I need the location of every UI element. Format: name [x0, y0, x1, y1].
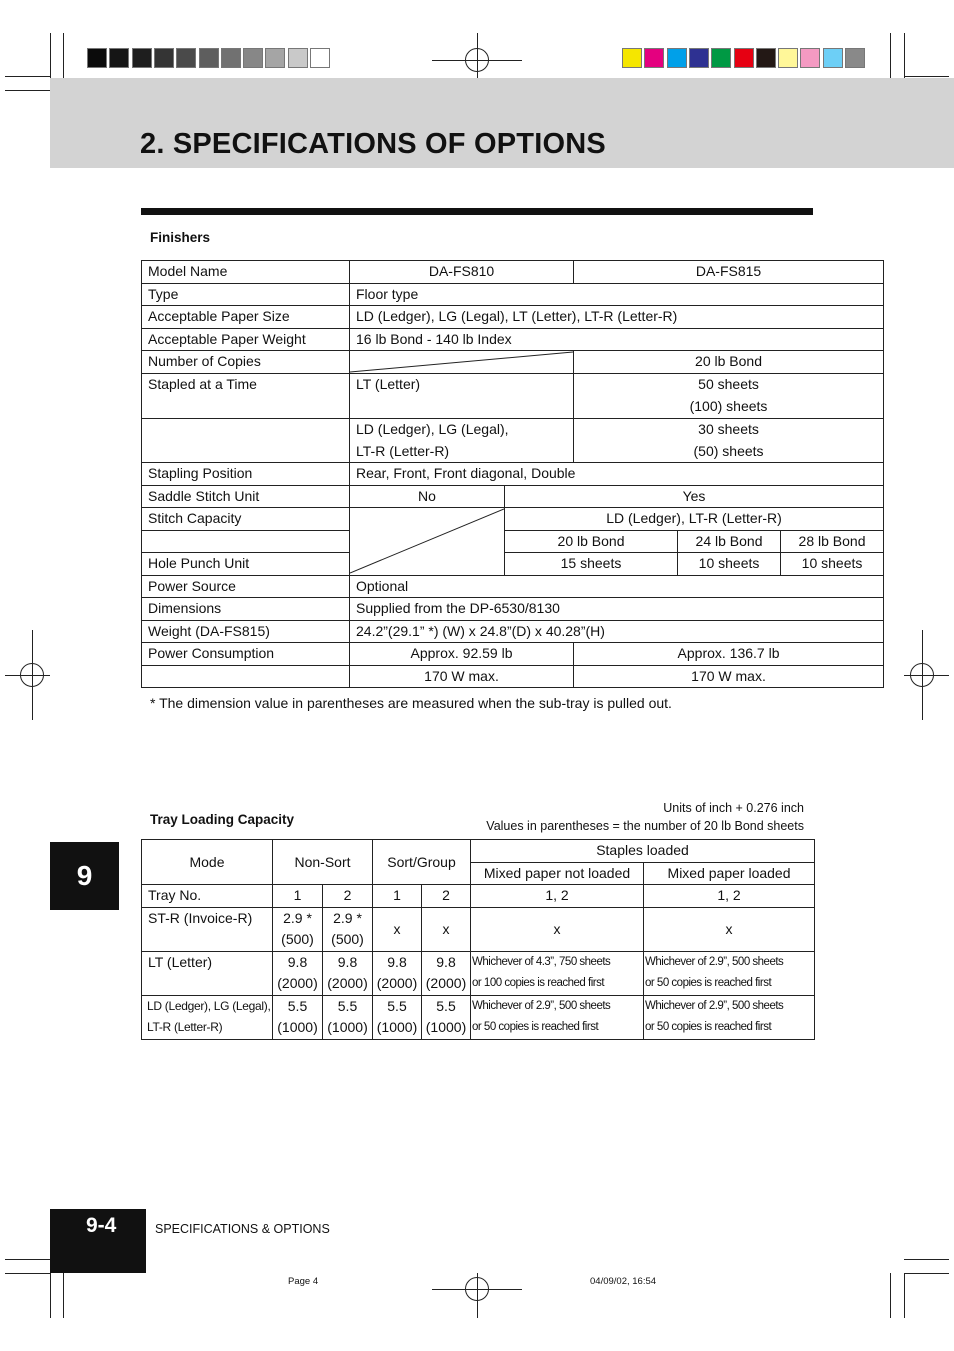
table-row: [142, 598, 884, 621]
cell-value: 10 sheets: [781, 553, 884, 576]
finishers-label: Finishers: [150, 230, 211, 245]
cell-value: Optional: [350, 575, 884, 598]
row-label: Tray No.: [142, 885, 273, 908]
row-label: [142, 665, 350, 688]
color-swatch: [734, 48, 754, 68]
cell-value: 9.8: [373, 951, 422, 973]
color-swatch: [667, 48, 687, 68]
color-swatch: [221, 48, 241, 68]
page-number: 9-4: [86, 1214, 117, 1237]
cell-value: (100) sheets: [574, 396, 884, 419]
row-label: Dimensions: [142, 598, 350, 621]
footnote: * The dimension value in parentheses are measured when the sub-tray is pulled out.: [150, 695, 672, 711]
row-label: Power Source: [142, 575, 350, 598]
color-swatch: [823, 48, 843, 68]
cell-value: (50) sheets: [574, 441, 884, 463]
cell-value: LD (Ledger), LG (Legal), LT (Letter), LT-R (Letter-R): [350, 306, 884, 329]
model-fs815: DA-FS815: [574, 261, 884, 284]
column-header: Mixed paper loaded: [644, 862, 815, 885]
row-label: Stapling Position: [142, 463, 350, 486]
row-label: ST-R (Invoice-R): [142, 907, 273, 951]
tray-capacity-label: Tray Loading Capacity: [150, 812, 295, 827]
row-label: LT-R (Letter-R): [142, 1017, 273, 1039]
cell-value: LD (Ledger), LT-R (Letter-R): [505, 508, 884, 531]
print-page: Page 4: [288, 1276, 319, 1287]
cell-value: 15 sheets: [505, 553, 678, 576]
cell-value: 50 sheets: [574, 374, 884, 397]
color-swatch: [288, 48, 308, 68]
cell-value: or 50 copies is reached first: [471, 1017, 644, 1039]
units-note: Units of inch + 0.276 inch: [663, 801, 804, 815]
table-row: [142, 351, 884, 374]
cell-value: Whichever of 2.9”, 500 sheets: [644, 951, 815, 973]
cell-value: 1: [273, 885, 323, 908]
color-swatch: [310, 48, 330, 68]
cell-value: 2.9 *: [323, 907, 373, 929]
section-rule: [141, 208, 813, 215]
cell-value: (1000): [373, 1017, 422, 1039]
table-row: [142, 951, 815, 973]
cell-value: 10 sheets: [678, 553, 781, 576]
cell-value: or 50 copies is reached first: [644, 973, 815, 995]
cell-value: or 100 copies is reached first: [471, 973, 644, 995]
column-header: Non-Sort: [273, 840, 373, 885]
cell-value: x: [644, 907, 815, 951]
color-swatch: [176, 48, 196, 68]
cell-value: 20 lb Bond: [574, 351, 884, 374]
table-row: [142, 463, 884, 486]
cell-value: Whichever of 2.9”, 500 sheets: [471, 995, 644, 1017]
cell-value: 9.8: [323, 951, 373, 973]
color-swatch: [154, 48, 174, 68]
cell-value: 2: [422, 885, 471, 908]
color-swatch: [109, 48, 129, 68]
table-row: [142, 620, 884, 643]
cell-value: No: [350, 485, 505, 508]
cell-value: x: [471, 907, 644, 951]
cell-value: 24.2”(29.1” *) (W) x 24.8”(D) x 40.28”(H): [350, 620, 884, 643]
cell-value: 9.8: [422, 951, 471, 973]
row-label: Acceptable Paper Size: [142, 306, 350, 329]
cell-value: x: [422, 907, 471, 951]
table-row: [142, 907, 815, 929]
table-row: [142, 665, 884, 688]
cell-value: Approx. 92.59 lb: [350, 643, 574, 666]
cell-value: 30 sheets: [574, 419, 884, 441]
row-label: LD (Ledger), LG (Legal),: [142, 995, 273, 1017]
table-row: [142, 508, 884, 531]
table-row: [142, 283, 884, 306]
cell-value: Whichever of 4.3”, 750 sheets: [471, 951, 644, 973]
color-swatch: [800, 48, 820, 68]
cell-value: (2000): [273, 973, 323, 995]
row-label: [142, 530, 350, 553]
cell-value: 9.8: [273, 951, 323, 973]
row-label: Weight (DA-FS815): [142, 620, 350, 643]
cell-value: Supplied from the DP-6530/8130: [350, 598, 884, 621]
parentheses-note: Values in parentheses = the number of 20 lb Bond sheets: [486, 819, 804, 833]
column-header: Sort/Group: [373, 840, 471, 885]
cell-value: Whichever of 2.9”, 500 sheets: [644, 995, 815, 1017]
color-swatch: [132, 48, 152, 68]
color-swatch: [243, 48, 263, 68]
cell-value: 5.5: [422, 995, 471, 1017]
footer-section-title: SPECIFICATIONS & OPTIONS: [155, 1222, 330, 1236]
model-fs810: DA-FS810: [350, 261, 574, 284]
column-header: 28 lb Bond: [781, 530, 884, 553]
print-date: 04/09/02, 16:54: [590, 1276, 657, 1287]
cell-value: 1, 2: [644, 885, 815, 908]
table-row: [142, 643, 884, 666]
cell-value: 16 lb Bond - 140 lb Index: [350, 328, 884, 351]
table-row: [142, 328, 884, 351]
row-label: LT (Letter): [142, 951, 273, 995]
cell-value: (500): [273, 929, 323, 951]
row-label: Type: [142, 283, 350, 306]
table-row: [142, 419, 884, 441]
cell-value: Floor type: [350, 283, 884, 306]
color-swatch: [756, 48, 776, 68]
cell-value: LD (Ledger), LG (Legal),: [350, 419, 574, 441]
cell-value: 1: [373, 885, 422, 908]
color-swatch: [778, 48, 798, 68]
cell-value: (1000): [323, 1017, 373, 1039]
page-title: 2. SPECIFICATIONS OF OPTIONS: [140, 128, 606, 160]
cell-value: (1000): [422, 1017, 471, 1039]
row-label: Stitch Capacity: [142, 508, 350, 531]
column-header: 20 lb Bond: [505, 530, 678, 553]
row-label: Stapled at a Time: [142, 374, 350, 419]
cell-value: (2000): [422, 973, 471, 995]
diagonal-cell: [350, 508, 505, 576]
cell-value: LT-R (Letter-R): [350, 441, 574, 463]
table-row: [142, 575, 884, 598]
row-label: Acceptable Paper Weight: [142, 328, 350, 351]
cell-value: 5.5: [323, 995, 373, 1017]
table-row: [142, 995, 815, 1017]
color-swatch: [845, 48, 865, 68]
color-swatch: [622, 48, 642, 68]
color-swatch: [87, 48, 107, 68]
cell-value: (2000): [323, 973, 373, 995]
column-header: Staples loaded: [471, 840, 815, 863]
color-swatch: [644, 48, 664, 68]
cell-value: LT (Letter): [350, 374, 574, 419]
cell-value: (1000): [273, 1017, 323, 1039]
column-header: Mode: [142, 840, 273, 885]
diagonal-cell: [350, 351, 574, 374]
row-label: Hole Punch Unit: [142, 553, 350, 576]
cell-value: 5.5: [373, 995, 422, 1017]
color-swatch: [711, 48, 731, 68]
table-row: [142, 840, 815, 863]
cell-value: 170 W max.: [574, 665, 884, 688]
table-row: [142, 261, 884, 284]
table-row: [142, 306, 884, 329]
cell-value: Yes: [505, 485, 884, 508]
table-row: [142, 885, 815, 908]
table-row: [142, 553, 884, 576]
tray-capacity-table: [141, 839, 815, 1040]
table-row: [142, 374, 884, 397]
row-label: Power Consumption: [142, 643, 350, 666]
column-header: 24 lb Bond: [678, 530, 781, 553]
chapter-tab: 9: [50, 842, 119, 910]
color-swatch: [265, 48, 285, 68]
cell-value: 5.5: [273, 995, 323, 1017]
row-label: Model Name: [142, 261, 350, 284]
table-row: [142, 530, 884, 553]
cell-value: Approx. 136.7 lb: [574, 643, 884, 666]
row-label: [142, 419, 350, 463]
cell-value: 1, 2: [471, 885, 644, 908]
cell-value: (500): [323, 929, 373, 951]
cell-value: 170 W max.: [350, 665, 574, 688]
cell-value: (2000): [373, 973, 422, 995]
row-label: Saddle Stitch Unit: [142, 485, 350, 508]
table-row: [142, 1017, 815, 1039]
finishers-table: [141, 260, 884, 688]
color-swatch: [199, 48, 219, 68]
cell-value: Rear, Front, Front diagonal, Double: [350, 463, 884, 486]
cell-value: x: [373, 907, 422, 951]
table-row: [142, 485, 884, 508]
color-swatch: [689, 48, 709, 68]
cell-value: 2: [323, 885, 373, 908]
cell-value: or 50 copies is reached first: [644, 1017, 815, 1039]
column-header: Mixed paper not loaded: [471, 862, 644, 885]
cell-value: 2.9 *: [273, 907, 323, 929]
row-label: Number of Copies: [142, 351, 350, 374]
